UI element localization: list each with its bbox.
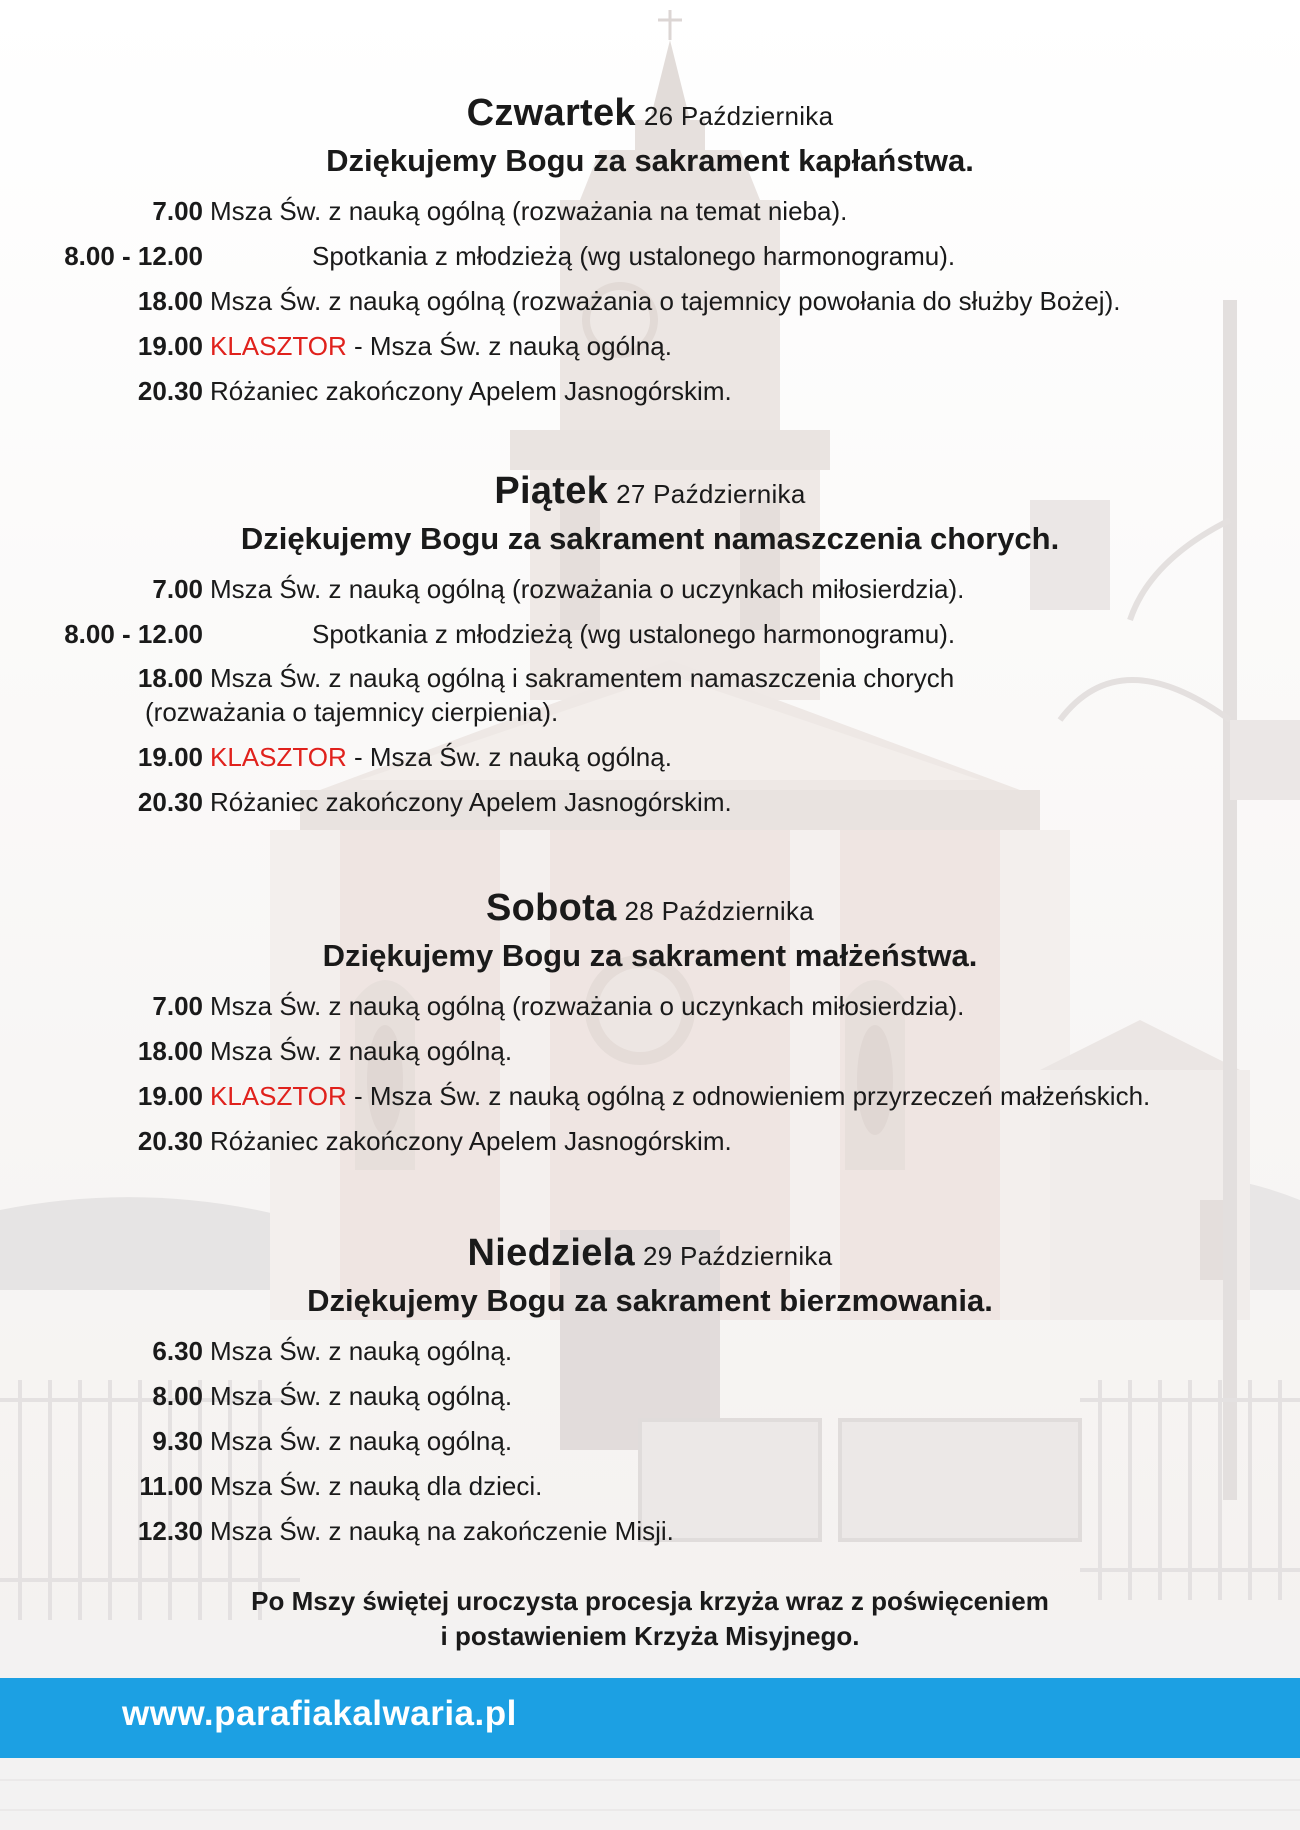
day-theme: Dziękujemy Bogu za sakrament kapłaństwa. <box>326 143 974 178</box>
schedule-list <box>0 984 1300 1164</box>
day-date: 29 Października <box>642 1241 833 1271</box>
day-name: Sobota <box>485 887 617 929</box>
item-text: Msza Św. z nauką ogólną (rozważania na temat nieba). <box>210 196 848 226</box>
klasztor-label: KLASZTOR <box>210 742 347 772</box>
schedule-list <box>0 567 1300 825</box>
item-time: 8.00 <box>152 1381 203 1411</box>
item-time: 8.00 - 12.00 <box>64 619 203 649</box>
item-time: 12.30 <box>137 1516 203 1546</box>
day-heading <box>0 92 1300 135</box>
item-text: Różaniec zakończony Apelem Jasnogórskim. <box>210 787 732 817</box>
item-time: 20.30 <box>137 376 203 406</box>
day-name: Niedziela <box>467 1232 635 1274</box>
item-time: 11.00 <box>139 1471 203 1501</box>
schedule-item <box>0 234 1300 279</box>
schedule-item <box>0 189 1300 234</box>
schedule-item <box>0 1074 1300 1119</box>
day-section-piatek <box>0 470 1300 825</box>
item-text: Msza Św. z nauką ogólną. <box>210 1381 513 1411</box>
item-time: 19.00 <box>137 1081 203 1111</box>
item-time: 7.00 <box>152 574 203 604</box>
item-text: Msza Św. z nauką na zakończenie Misji. <box>210 1516 674 1546</box>
day-theme: Dziękujemy Bogu za sakrament małżeństwa. <box>322 938 978 973</box>
item-text-rest: - Msza Św. z nauką ogólną z odnowieniem przyrzeczeń małżeńskich. <box>346 1081 1151 1111</box>
item-time: 7.00 <box>152 196 203 226</box>
schedule-item <box>0 1029 1300 1074</box>
item-time: 9.30 <box>152 1426 203 1456</box>
closing-line-2: i postawieniem Krzyża Misyjnego. <box>440 1621 860 1651</box>
website-link[interactable]: www.parafiakalwaria.pl <box>122 1694 517 1733</box>
item-time: 18.00 <box>137 286 203 316</box>
item-text <box>210 735 672 780</box>
schedule-item <box>0 657 1300 735</box>
schedule-list <box>0 1329 1300 1554</box>
schedule-item <box>0 369 1300 414</box>
schedule-item <box>0 735 1300 780</box>
item-text: Msza Św. z nauką ogólną. <box>210 1336 513 1366</box>
item-text-rest: - Msza Św. z nauką ogólną. <box>346 742 672 772</box>
schedule-item <box>0 279 1300 324</box>
item-text: Msza Św. z nauką ogólną (rozważania o uczynkach miłosierdzia). <box>210 574 965 604</box>
item-time: 8.00 - 12.00 <box>64 241 203 271</box>
item-text-line1: Msza Św. z nauką ogólną i sakramentem namaszczenia chorych <box>210 663 955 693</box>
item-time: 19.00 <box>137 742 203 772</box>
item-time: 20.30 <box>137 787 203 817</box>
item-text: Msza Św. z nauką ogólną. <box>210 1426 513 1456</box>
closing-note <box>0 1584 1300 1654</box>
klasztor-label: KLASZTOR <box>210 331 347 361</box>
item-text: Spotkania z młodzieżą (wg ustalonego harmonogramu). <box>312 241 956 271</box>
item-time: 6.30 <box>152 1336 203 1366</box>
day-name: Czwartek <box>466 92 636 134</box>
schedule-item <box>0 984 1300 1029</box>
item-time: 19.00 <box>137 331 203 361</box>
schedule-item <box>0 1464 1300 1509</box>
item-text: Msza Św. z nauką ogólną (rozważania o tajemnicy powołania do służby Bożej). <box>210 286 1121 316</box>
schedule-item <box>0 612 1300 657</box>
item-time: 20.30 <box>137 1126 203 1156</box>
item-text: Różaniec zakończony Apelem Jasnogórskim. <box>210 1126 732 1156</box>
schedule-item <box>0 1329 1300 1374</box>
schedule-item <box>0 1119 1300 1164</box>
item-text: Spotkania z młodzieżą (wg ustalonego harmonogramu). <box>312 619 956 649</box>
day-date: 28 Października <box>624 896 815 926</box>
closing-line-1: Po Mszy świętej uroczysta procesja krzyża wraz z poświęceniem <box>251 1586 1049 1616</box>
day-theme: Dziękujemy Bogu za sakrament bierzmowania. <box>307 1283 993 1318</box>
day-theme: Dziękujemy Bogu za sakrament namaszczenia chorych. <box>240 521 1060 556</box>
day-section-sobota <box>0 887 1300 1164</box>
schedule-list <box>0 189 1300 414</box>
day-section-niedziela <box>0 1232 1300 1554</box>
schedule-item <box>0 567 1300 612</box>
item-time: 7.00 <box>152 991 203 1021</box>
schedule-item <box>0 1509 1300 1554</box>
item-text <box>210 1074 1150 1119</box>
schedule-item <box>0 1374 1300 1419</box>
schedule-item <box>0 324 1300 369</box>
item-text <box>210 324 672 369</box>
item-text-rest: - Msza Św. z nauką ogólną. <box>346 331 672 361</box>
day-date: 27 Października <box>616 479 806 509</box>
item-time: 18.00 <box>137 663 203 693</box>
schedule-item <box>0 780 1300 825</box>
item-text: Msza Św. z nauką ogólną (rozważania o uczynkach miłosierdzia). <box>210 991 965 1021</box>
day-section-czwartek <box>0 92 1300 414</box>
footer-bar <box>0 1678 1300 1758</box>
day-name: Piątek <box>494 470 609 512</box>
day-heading <box>0 887 1300 930</box>
item-text: Msza Św. z nauką ogólną. <box>210 1036 513 1066</box>
item-text: Różaniec zakończony Apelem Jasnogórskim. <box>210 376 732 406</box>
day-heading <box>0 1232 1300 1275</box>
item-text: Msza Św. z nauką dla dzieci. <box>210 1471 543 1501</box>
klasztor-label: KLASZTOR <box>210 1081 347 1111</box>
item-time: 18.00 <box>137 1036 203 1066</box>
item-text-line2: (rozważania o tajemnicy cierpienia). <box>145 697 559 727</box>
day-heading <box>0 470 1300 513</box>
day-date: 26 Października <box>643 101 834 131</box>
schedule-item <box>0 1419 1300 1464</box>
